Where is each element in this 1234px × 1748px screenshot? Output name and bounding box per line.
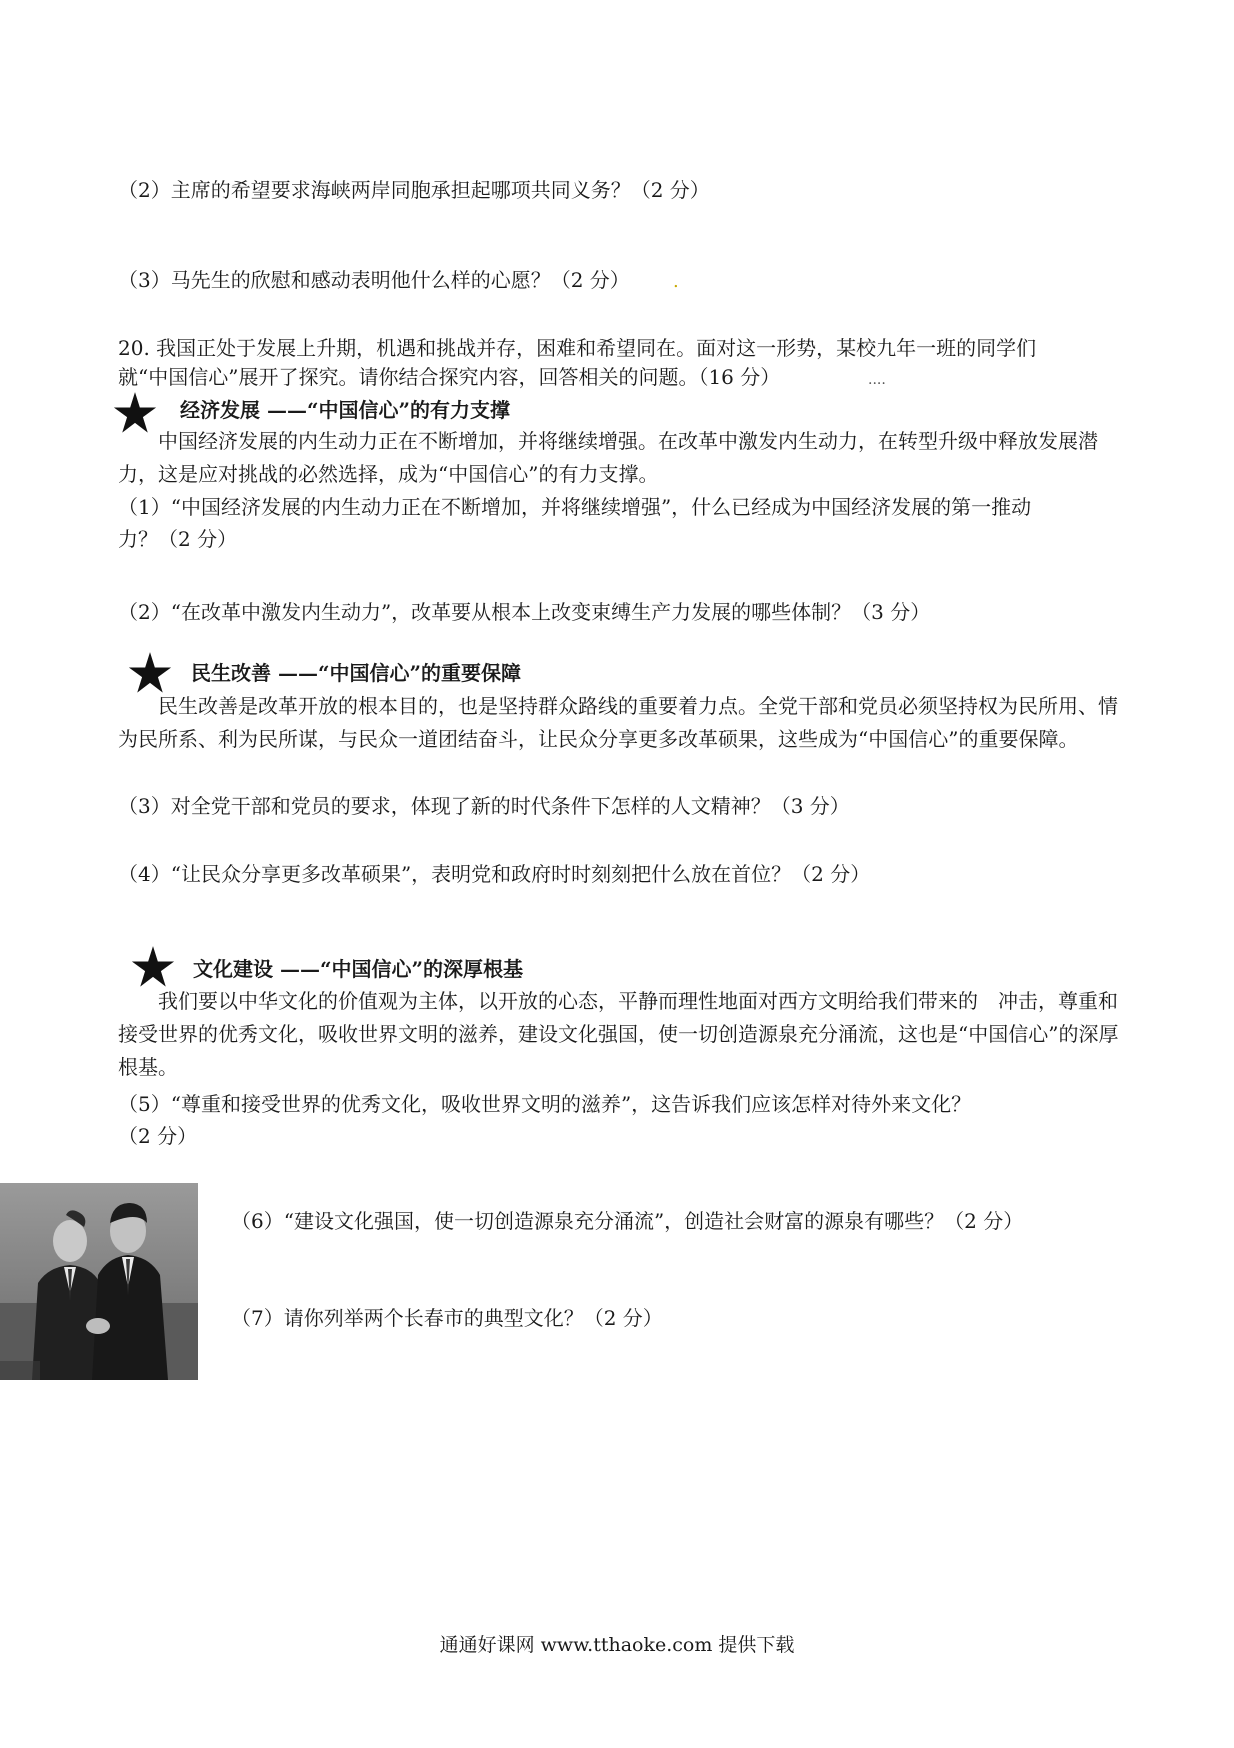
question-5-line2: （2 分） — [118, 1124, 198, 1148]
section-paragraph-culture: 我们要以中华文化的价值观为主体，以开放的心态，平静而理性地面对西方文明给我们带来的 冲击，尊重和接受世界的优秀文化，吸收世界文明的滋养，建设文化强国，使一切创造源泉充分涌流，这也是“中国信心”的深厚根基。 — [118, 989, 1119, 1079]
section-heading-economy: 经济发展 ——“中国信心”的有力支撑 — [180, 398, 510, 422]
q20-dots: .... — [868, 372, 886, 388]
question-5-line1: （5）“尊重和接受世界的优秀文化，吸收世界文明的滋养”，这告诉我们应该怎样对待外来文化？ — [118, 1092, 972, 1116]
question-1-line2: 力？（2 分） — [118, 527, 238, 551]
question-6: （6）“建设文化强国，使一切创造源泉充分涌流”，创造社会财富的源泉有哪些？（2 分） — [231, 1209, 1024, 1233]
question-4: （4）“让民众分享更多改革硕果”，表明党和政府时时刻刻把什么放在首位？（2 分） — [118, 862, 871, 886]
question-top-2: （2）主席的希望要求海峡两岸同胞承担起哪项共同义务？（2 分） — [118, 178, 710, 202]
section-heading-culture: 文化建设 ——“中国信心”的深厚根基 — [193, 957, 523, 981]
question-top-3: （3）马先生的欣慰和感动表明他什么样的心愿？（2 分） — [118, 268, 630, 292]
star-icon — [131, 946, 175, 988]
question-2: （2）“在改革中激发内生动力”，改革要从根本上改变束缚生产力发展的哪些体制？（3 分） — [118, 600, 931, 624]
question-3: （3）对全党干部和党员的要求，体现了新的时代条件下怎样的人文精神？（3 分） — [118, 794, 850, 818]
footer-credit[interactable]: 通通好课网 www.tthaoke.com 提供下载 — [439, 1634, 795, 1656]
section-paragraph-economy: 中国经济发展的内生动力正在不断增加，并将继续增强。在改革中激发内生动力，在转型升级中释放发展潜力，这是应对挑战的必然选择，成为“中国信心”的有力支撑。 — [118, 429, 1098, 486]
question-7: （7）请你列举两个长春市的典型文化？（2 分） — [231, 1306, 663, 1330]
handshake-photo — [0, 1183, 198, 1380]
question-1-line1: （1）“中国经济发展的内生动力正在不断增加，并将继续增强”，什么已经成为中国经济发展的第一推动 — [118, 495, 1032, 519]
section-heading-livelihood: 民生改善 ——“中国信心”的重要保障 — [191, 661, 521, 685]
q20-intro-line2: 就“中国信心”展开了探究。请你结合探究内容，回答相关的问题。（16 分） — [118, 365, 781, 389]
q20-intro-line1: 20. 我国正处于发展上升期，机遇和挑战并存，困难和希望同在。面对这一形势，某校九年一班的同学们 — [118, 336, 1037, 360]
section-paragraph-livelihood: 民生改善是改革开放的根本目的，也是坚持群众路线的重要着力点。全党干部和党员必须坚持权为民所用、情为民所系、利为民所谋，与民众一道团结奋斗，让民众分享更多改革硕果，这些成为“中国信心”的重要保障。 — [118, 694, 1118, 751]
star-icon — [128, 652, 172, 694]
stray-mark: . — [673, 271, 679, 292]
